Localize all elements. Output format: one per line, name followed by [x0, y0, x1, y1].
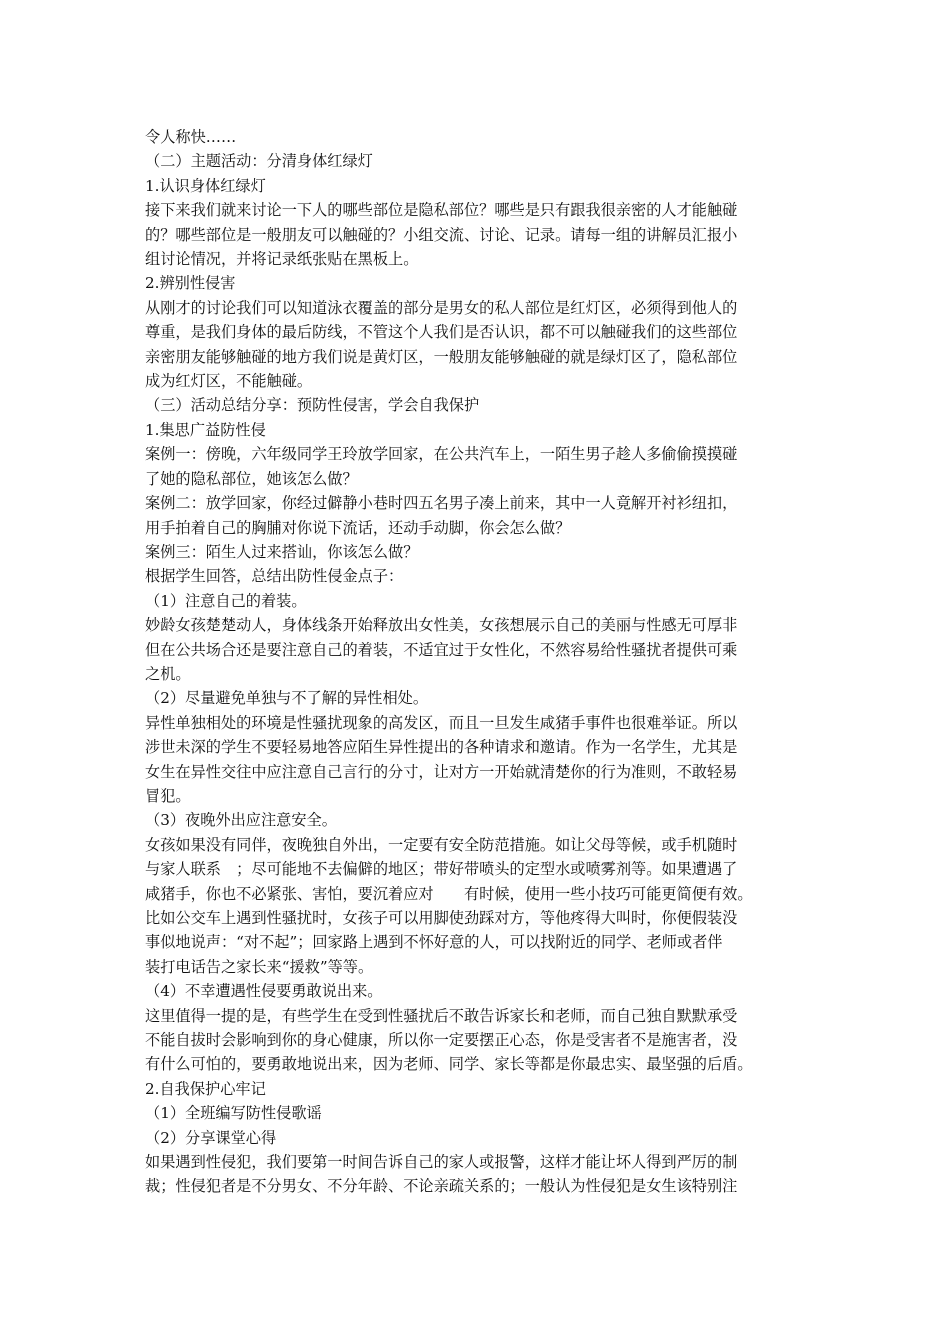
text-line: 装打电话告之家长来“援救”等等。 — [145, 957, 374, 976]
text-line: 裁；性侵犯者是不分男女、不分年龄、不论亲疏关系的；一般认为性侵犯是女生该特别注 — [145, 1177, 738, 1196]
text-line: 之机。 — [145, 664, 191, 683]
list-item-heading: （2）分享课堂心得 — [145, 1128, 277, 1147]
section-heading: （三）活动总结分享：预防性侵害，学会自我保护 — [145, 396, 480, 415]
subsection-heading: 1.集思广益防性侵 — [145, 420, 266, 439]
text-line: 这里值得一提的是，有些学生在受到性骚扰后不敢告诉家长和老师，而自己独自默默承受 — [145, 1006, 738, 1025]
text-line: 咸猪手，你也不必紧张、害怕，要沉着应对 有时候，使用一些小技巧可能更简便有效。 — [145, 884, 753, 903]
document-body — [145, 125, 815, 1199]
text-line: 有什么可怕的，要勇敢地说出来，因为老师、同学、家长等都是你最忠实、最坚强的后盾。 — [145, 1055, 753, 1074]
text-line: 亲密朋友能够触碰的地方我们说是黄灯区，一般朋友能够触碰的就是绿灯区了，隐私部位 — [145, 347, 738, 366]
text-line: 但在公共场合还是要注意自己的着装，不适宜过于女性化，不然容易给性骚扰者提供可乘 — [145, 640, 738, 659]
text-line: 尊重，是我们身体的最后防线，不管这个人我们是否认识，都不可以触碰我们的这些部位 — [145, 323, 738, 342]
text-line: 了她的隐私部位，她该怎么做？ — [145, 469, 358, 488]
subsection-heading: 1.认识身体红绿灯 — [145, 176, 266, 195]
text-line: 异性单独相处的环境是性骚扰现象的高发区，而且一旦发生咸猪手事件也很难举证。所以 — [145, 713, 738, 732]
text-line: 从刚才的讨论我们可以知道泳衣覆盖的部分是男女的私人部位是红灯区，必须得到他人的 — [145, 298, 738, 317]
list-item-heading: （2）尽量避免单独与不了解的异性相处。 — [145, 689, 429, 708]
text-line: 比如公交车上遇到性骚扰时，女孩子可以用脚使劲踩对方，等他疼得大叫时，你便假装没 — [145, 909, 738, 927]
text-line: 接下来我们就来讨论一下人的哪些部位是隐私部位？哪些是只有跟我很亲密的人才能触碰 — [145, 201, 738, 220]
text-line: 案例一：傍晚，六年级同学王玲放学回家，在公共汽车上，一陌生男子趁人多偷偷摸摸碰 — [145, 445, 738, 464]
text-line: 女生在异性交往中应注意自己言行的分寸，让对方一开始就清楚你的行为准则，不敢轻易 — [145, 762, 738, 781]
text-line: 组讨论情况，并将记录纸张贴在黑板上。 — [145, 250, 419, 269]
list-item-heading: （4）不幸遭遇性侵要勇敢说出来。 — [145, 982, 383, 1001]
subsection-heading: 2.辨别性侵害 — [145, 274, 236, 293]
text-line: 女孩如果没有同伴，夜晚独自外出，一定要有安全防范措施。如让父母等候，或手机随时 — [145, 835, 738, 854]
text-line: 事似地说声：“对不起”；回家路上遇到不怀好意的人，可以找附近的同学、老师或者伴 — [145, 933, 723, 952]
text-line: 涉世未深的学生不要轻易地答应陌生异性提出的各种请求和邀请。作为一名学生，尤其是 — [145, 738, 738, 757]
text-line: 根据学生回答，总结出防性侵金点子： — [145, 567, 404, 586]
text-line: 案例三：陌生人过来搭讪，你该怎么做？ — [145, 542, 419, 561]
list-item-heading: （3）夜晚外出应注意安全。 — [145, 811, 337, 830]
list-item-heading: （1）全班编写防性侵歌谣 — [145, 1104, 322, 1123]
text-line: 成为红灯区，不能触碰。 — [145, 372, 313, 391]
text-line: 案例二：放学回家，你经过僻静小巷时四五名男子凑上前来，其中一人竟解开衬衫纽扣， — [145, 494, 738, 513]
text-line: 如果遇到性侵犯，我们要第一时间告诉自己的家人或报警，这样才能让坏人得到严厉的制 — [145, 1153, 738, 1172]
text-line: 令人称快…… — [145, 128, 237, 146]
text-line: 的？哪些部位是一般朋友可以触碰的？小组交流、讨论、记录。请每一组的讲解员汇报小 — [145, 225, 738, 244]
list-item-heading: （1）注意自己的着装。 — [145, 591, 307, 610]
text-line: 妙龄女孩楚楚动人，身体线条开始释放出女性美，女孩想展示自己的美丽与性感无可厚非 — [145, 616, 738, 635]
text-line: 冒犯。 — [145, 786, 191, 805]
text-line: 用手拍着自己的胸脯对你说下流话，还动手动脚，你会怎么做？ — [145, 518, 571, 537]
subsection-heading: 2.自我保护心牢记 — [145, 1079, 266, 1098]
section-heading: （二）主题活动：分清身体红绿灯 — [145, 152, 373, 171]
text-line: 不能自拔时会影响到你的身心健康，所以你一定要摆正心态，你是受害者不是施害者，没 — [145, 1031, 738, 1050]
text-line: 与家人联系 ；尽可能地不去偏僻的地区；带好带喷头的定型水或喷雾剂等。如果遭遇了 — [145, 860, 738, 879]
